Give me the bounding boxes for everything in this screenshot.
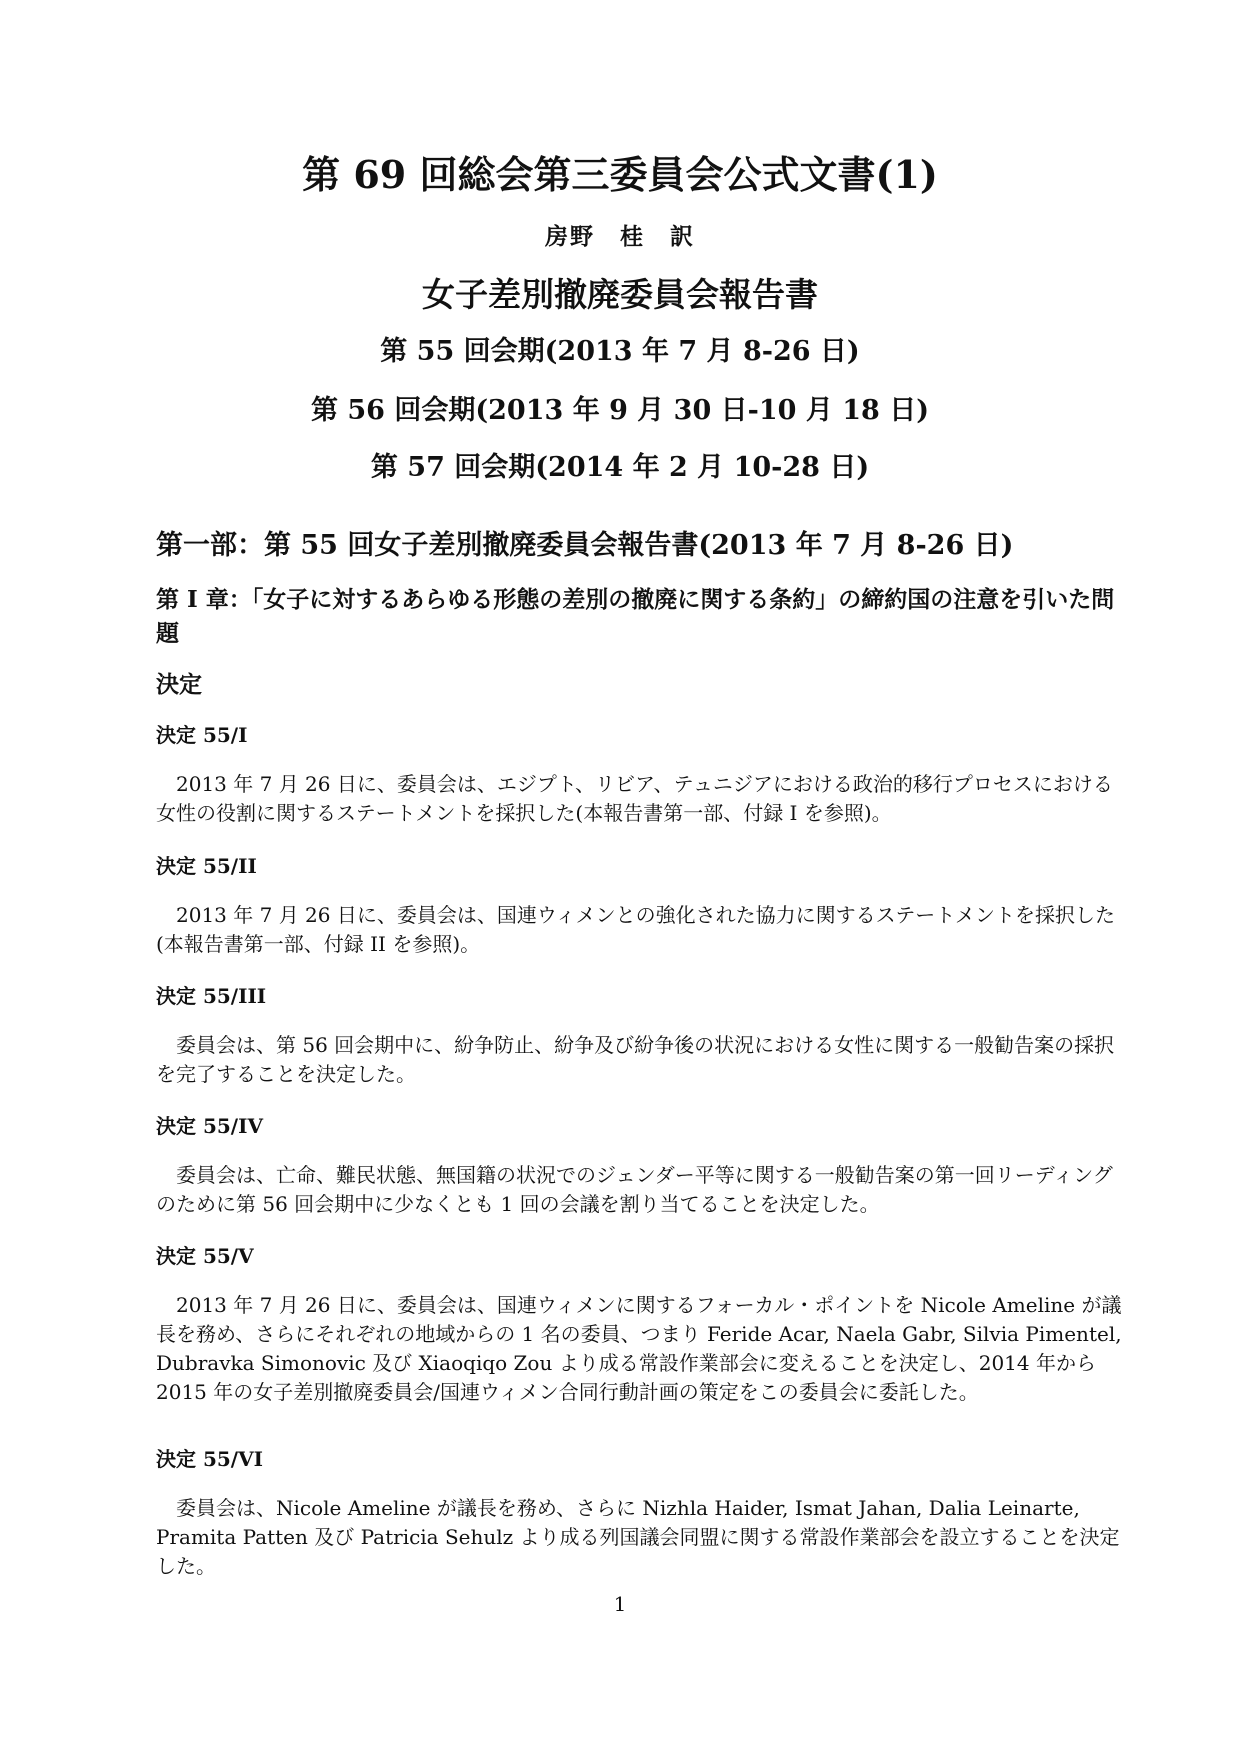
decision-body: 委員会は、亡命、難民状態、無国籍の状況でのジェンダー平等に関する一般勧告案の第一回リーディングのために第 56 回会期中に少なくとも 1 回の会議を割り当てることを決定した。 [156, 1163, 1113, 1216]
decision-body: 2013 年 7 月 26 日に、委員会は、国連ウィメンとの強化された協力に関するステートメントを採択した(本報告書第一部、付録 II を参照)。 [156, 903, 1116, 956]
decision-title: 決定 55/VI [156, 1447, 263, 1471]
report-title: 女子差別撤廃委員会報告書 [422, 275, 818, 314]
decision-item [156, 1241, 1124, 1407]
decision-body: 2013 年 7 月 26 日に、委員会は、国連ウィメンに関するフォーカル・ポイントを Nicole Ameline が議長を務め、さらにそれぞれの地域からの 1 名の委員、つまり Feride Acar, Naela Gabr, Silvia Pimentel, Dubravka Simonovic 及び Xiaoqiqo Zou より成る常設作業部会に変えることを決定し、2014 年から 2015 年の女子差別撤廃委員会/国連ウィメン合同行動計画の策定をこの委員会に委託した。 [156, 1293, 1122, 1404]
decision-item [156, 720, 1124, 828]
decision-item [156, 1111, 1124, 1219]
part-heading: 第一部：第 55 回女子差別撤廃委員会報告書(2013 年 7 月 8-26 日) [156, 530, 1014, 561]
decision-body: 委員会は、第 56 回会期中に、紛争防止、紛争及び紛争後の状況における女性に関する一般勧告案の採択を完了することを決定した。 [156, 1033, 1115, 1086]
decision-title: 決定 55/IV [156, 1114, 263, 1138]
decision-title: 決定 55/III [156, 984, 267, 1008]
session-line: 第 56 回会期(2013 年 9 月 30 日-10 月 18 日) [311, 395, 929, 426]
document-main-title: 第 69 回総会第三委員会公式文書(1) [302, 152, 938, 197]
decision-item [156, 1444, 1124, 1581]
decision-item [156, 981, 1124, 1089]
decision-body: 2013 年 7 月 26 日に、委員会は、エジプト、リビア、テュニジアにおける政治的移行プロセスにおける女性の役割に関するステートメントを採択した(本報告書第一部、付録 I を参照)。 [156, 772, 1113, 825]
session-line: 第 55 回会期(2013 年 7 月 8-26 日) [380, 336, 860, 367]
chapter-heading: 第 I 章：「女子に対するあらゆる形態の差別の撤廃に関する条約」の締約国の注意を引いた問題 [156, 586, 1115, 647]
decision-title: 決定 55/V [156, 1244, 254, 1268]
page-number: 1 [613, 1592, 627, 1616]
decision-body: 委員会は、Nicole Ameline が議長を務め、さらに Nizhla Haider, Ismat Jahan, Dalia Leinarte, Pramita Patten 及び Patricia Sehulz より成る列国議会同盟に関する常設作業部会を設立することを決定した。 [156, 1496, 1120, 1578]
decision-title: 決定 55/I [156, 723, 248, 747]
section-heading: 決定 [156, 671, 202, 698]
session-line: 第 57 回会期(2014 年 2 月 10-28 日) [370, 452, 870, 483]
decision-item [156, 851, 1124, 959]
decision-title: 決定 55/II [156, 854, 257, 878]
translator-credit: 房野 桂 訳 [545, 223, 695, 250]
